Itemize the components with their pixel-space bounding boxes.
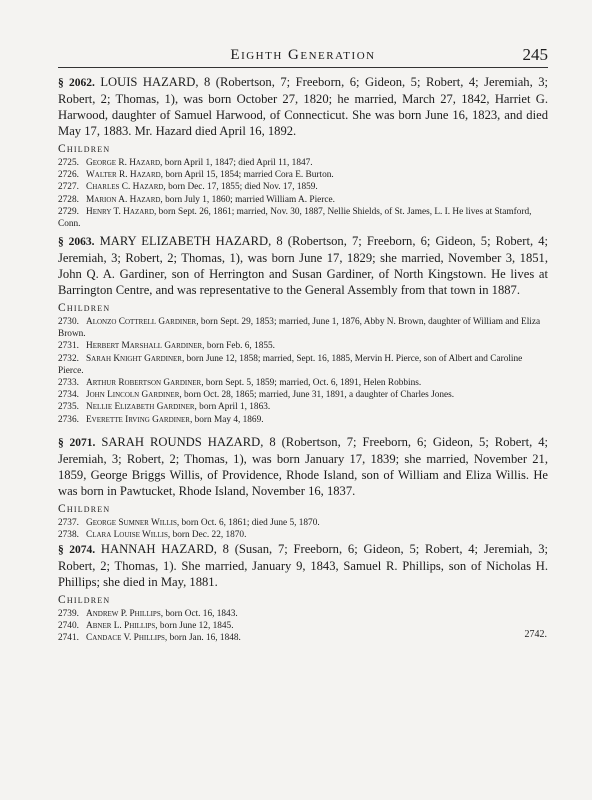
section-number: § 2071. bbox=[58, 437, 96, 449]
child-item: 2728. Marion A. Hazard, born July 1, 1860; married William A. Pierce. bbox=[58, 194, 335, 205]
catchword: 2742. bbox=[524, 629, 547, 640]
children-heading: Children bbox=[58, 503, 111, 515]
child-item: 2741. Candace V. Phillips, born Jan. 16, 1848. bbox=[58, 633, 241, 644]
children-heading: Children bbox=[58, 594, 111, 606]
child-item: 2733. Arthur Robertson Gardiner, born Sept. 5, 1859; married, Oct. 6, 1891, Helen Robbins. bbox=[58, 378, 422, 389]
entry-2063 bbox=[58, 233, 548, 426]
section-number: § 2062. bbox=[58, 77, 95, 89]
entry-paragraph bbox=[58, 74, 548, 139]
child-item: 2726. Walter R. Hazard, born April 15, 1854; married Cora E. Burton. bbox=[58, 170, 334, 181]
child-item: 2737. George Sumner Willis, born Oct. 6, 1861; died June 5, 1870. bbox=[58, 518, 320, 528]
entry-text: HANNAH HAZARD, 8 (Susan, 7; Freeborn, 6; Gideon, 5; Robert, 4; Jeremiah, 3; Robert, 2; Thomas, 1). She married, January 9, 1843, Samuel R. Phillips, son of Nicholas H. Phillips; she died in May, 1881. bbox=[58, 542, 549, 589]
child-item: 2735. Nellie Elizabeth Gardiner, born April 1, 1863. bbox=[58, 402, 271, 413]
child-item: 2738. Clara Louise Willis, born Dec. 22, 1870. bbox=[58, 530, 247, 541]
child-item: 2731. Herbert Marshall Gardiner, born Feb. 6, 1855. bbox=[58, 341, 275, 352]
page-header bbox=[58, 47, 548, 67]
running-head: Eighth Generation bbox=[230, 47, 376, 63]
header-rule bbox=[58, 67, 548, 68]
child-item: 2732. Sarah Knight Gardiner, born June 12, 1858; married, Sept. 16, 1885, Mervin H. Pierce, son of Albert and Caroline Pierce. bbox=[58, 353, 523, 376]
child-item: 2729. Henry T. Hazard, born Sept. 26, 1861; married, Nov. 30, 1887, Nellie Shields, of St. James, L. I. He lives at Stamford, Conn. bbox=[58, 206, 532, 230]
child-item: 2725. George R. Hazard, born April 1, 1847; died April 11, 1847. bbox=[58, 158, 313, 168]
section-number: § 2074. bbox=[58, 544, 96, 556]
entry-2062 bbox=[58, 74, 548, 230]
child-item: 2739. Andrew P. Phillips, born Oct. 16, 1843. bbox=[58, 609, 238, 619]
entry-2074 bbox=[58, 541, 548, 645]
child-item: 2740. Abner L. Phillips, born June 12, 1845. bbox=[58, 621, 234, 632]
children-heading: Children bbox=[58, 143, 111, 155]
entry-text: LOUIS HAZARD, 8 (Robertson, 7; Freeborn, 6; Gideon, 5; Robert, 4; Jeremiah, 3; Robert, 2; Thomas, 1), was born October 27, 1820; he married, March 27, 1842, Harriet G. Harwood, daughter of Samuel Harwood, of Connecticut. She was born June 16, 1823, and died May 17, 1883. Mr. Hazard died April 16, 1892. bbox=[58, 75, 549, 138]
page-number: 245 bbox=[522, 45, 548, 64]
entry-text: SARAH ROUNDS HAZARD, 8 (Robertson, 7; Freeborn, 6; Gideon, 5; Robert, 4; Jeremiah, 3; Robert, 2; Thomas, 1), was born January 17, 1839; she married, November 21, 1859, George Briggs Willis, of Providence, Rhode Island, son of William and Eliza Willis. He was born in Pawtucket, Rhode Island, November 16, 1837. bbox=[58, 435, 548, 498]
child-item: 2736. Everette Irving Gardiner, born May 4, 1869. bbox=[58, 414, 264, 425]
child-item: 2734. John Lincoln Gardiner, born Oct. 28, 1865; married, June 31, 1891, a daughter of Charles Jones. bbox=[58, 390, 455, 401]
entry-paragraph bbox=[58, 434, 548, 499]
entry-2071 bbox=[58, 434, 548, 541]
section-number: § 2063. bbox=[58, 236, 95, 248]
children-heading: Children bbox=[58, 302, 111, 314]
child-item: 2730. Alonzo Cottrell Gardiner, born Sept. 29, 1853; married, June 1, 1876, Abby N. Brown, daughter of William and Eliza Brown. bbox=[58, 317, 541, 340]
entry-paragraph bbox=[58, 233, 548, 298]
entry-paragraph bbox=[58, 541, 548, 590]
child-item: 2727. Charles C. Hazard, born Dec. 17, 1855; died Nov. 17, 1859. bbox=[58, 182, 318, 193]
entry-text: MARY ELIZABETH HAZARD, 8 (Robertson, 7; Freeborn, 6; Gideon, 5; Robert, 4; Jeremiah, 3; Robert, 2; Thomas, 1), was born June 17, 1829; she married, November 3, 1851, John Q. A. Gardiner, son of Herrington and Susan Gardiner, of North Kingstown. He lives at Barrington Centre, and was representative to the General Assembly from that town in 1887. bbox=[58, 234, 548, 297]
